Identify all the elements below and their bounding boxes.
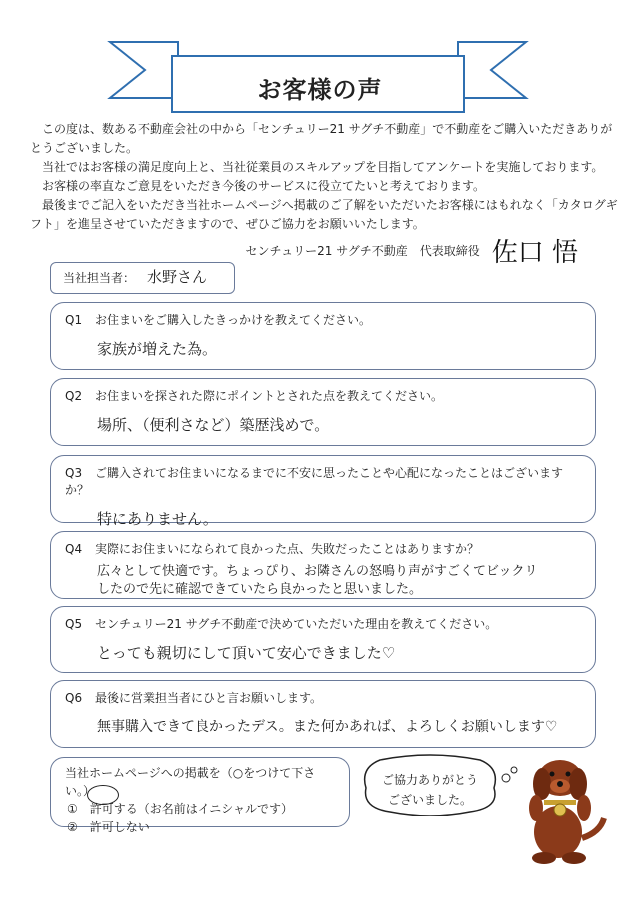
- publish-permission-box: [50, 757, 350, 834]
- signature-company: センチュリー21 サグチ不動産 代表取締役: [245, 244, 480, 258]
- intro-text: [30, 120, 620, 234]
- permission-option-deny[interactable]: ② 許可しない: [67, 820, 150, 834]
- thanks-line: ございました。: [387, 793, 472, 807]
- question-box-q1: [50, 302, 596, 370]
- page-title: お客様の声: [257, 76, 383, 104]
- permission-option-allow[interactable]: ① 許可する（お名前はイニシャルです）: [67, 802, 294, 816]
- question-text: 最後に営業担当者にひと言お願いします。: [95, 691, 323, 705]
- question-text: 実際にお住まいになられて良かった点、失敗だったことはありますか？: [95, 542, 480, 556]
- intro-paragraph: お客様の率直なご意見をいただき今後のサービスに役立てたいと考えております。: [42, 179, 486, 193]
- handwritten-answer: 場所、（便利さなど）築歴浅めで。: [97, 416, 330, 434]
- question-number: Q6: [65, 691, 83, 705]
- question-box-q6: [50, 680, 596, 748]
- question-text: お住まいを探された際にポイントとされた点を教えてください。: [95, 389, 444, 403]
- question-text: ご購入されてお住まいになるまでに不安に思ったことや心配になったことはございますか？: [65, 466, 564, 497]
- question-box-q5: [50, 606, 596, 673]
- intro-paragraph: 最後までご記入をいただき当社ホームページへ掲載のご了解をいただいたお客様にはもれなく「カタログギフト」を進呈させていただきますので、ぜひご協力をお願いいたします。: [30, 198, 618, 231]
- signature-name: 佐口 悟: [491, 238, 578, 268]
- question-number: Q1: [65, 313, 83, 327]
- question-number: Q3: [65, 466, 83, 480]
- rep-box: [50, 262, 235, 294]
- rep-name: 水野さん: [147, 268, 208, 286]
- mascot-dog-illustration: [500, 748, 610, 868]
- signature: [245, 232, 578, 269]
- question-number: Q4: [65, 542, 83, 556]
- handwritten-answer: 特にありません。: [97, 510, 218, 528]
- intro-paragraph: 当社ではお客様の満足度向上と、当社従業員のスキルアップを目指してアンケートを実施しております。: [42, 160, 604, 174]
- question-text: センチュリー21 サグチ不動産で決めていただいた理由を教えてください。: [95, 617, 498, 631]
- question-number: Q2: [65, 389, 83, 403]
- handwritten-answer: とっても親切にして頂いて安心できました♡: [97, 644, 396, 662]
- thanks-line: ご協力ありがとう: [381, 773, 478, 787]
- intro-paragraph: この度は、数ある不動産会社の中から「センチュリー21 サグチ不動産」で不動産をご購入いただきありがとうございました。: [30, 122, 613, 155]
- question-text: お住まいをご購入したきっかけを教えてください。: [95, 313, 372, 327]
- question-box-q4: [50, 531, 596, 599]
- permission-label: 当社ホームページへの掲載を（○をつけて下さい。）: [65, 766, 316, 798]
- rep-label: 当社担当者：: [63, 271, 136, 285]
- question-box-q2: [50, 378, 596, 446]
- handwritten-answer: 広々として快適です。ちょっぴり、お隣さんの怒鳴り声がすごくてビックリ したので先に確認できていたら良かったと思いました。: [97, 564, 538, 597]
- question-box-q3: [50, 455, 596, 528]
- question-number: Q5: [65, 617, 83, 631]
- handwritten-circle-mark: [87, 785, 119, 805]
- handwritten-answer: 家族が増えた為。: [97, 340, 218, 358]
- handwritten-answer: 無事購入できて良かったデス。また何かあれば、よろしくお願いします♡: [97, 719, 558, 735]
- thanks-message: [366, 770, 494, 810]
